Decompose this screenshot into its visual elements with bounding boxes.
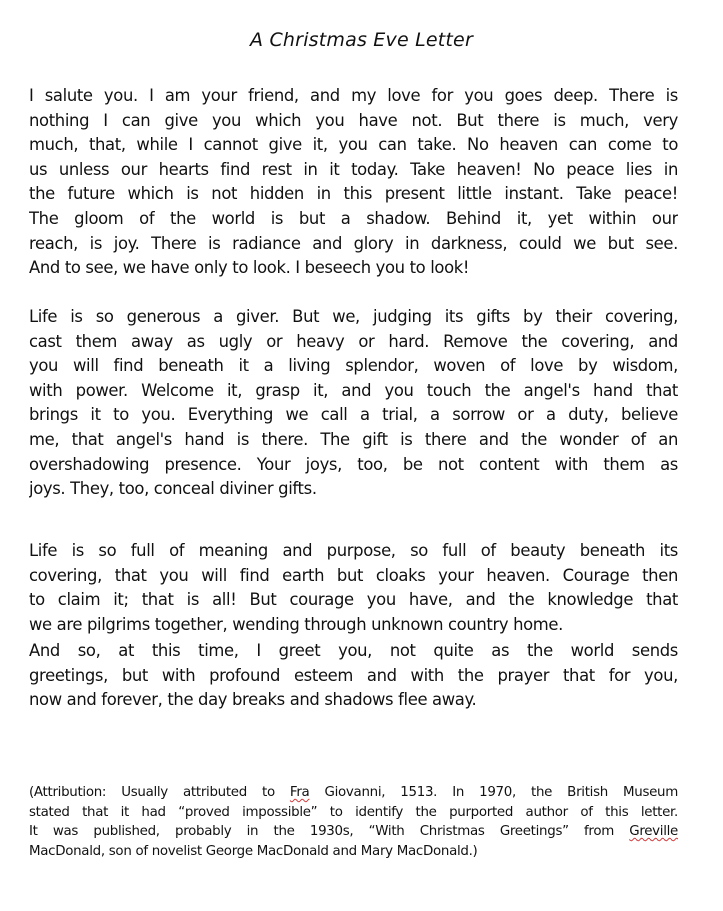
text-line: now and forever, the day breaks and shadows flee away. — [29, 690, 477, 710]
text-line: to claim it; that is all! But courage you have, and the knowledge that — [29, 590, 678, 610]
text-line: And so, at this time, I greet you, not quite as the world sends — [29, 641, 678, 660]
attribution-text: Giovanni, 1513. In 1970, the British Museum — [309, 785, 678, 800]
attribution-line: stated that it had “proved impossible” to identify the purported author of this letter. — [29, 804, 678, 820]
text-line: we are pilgrims together, wending through unknown country home. — [29, 614, 563, 634]
text-line: Life is so full of meaning and purpose, so full of beauty beneath its — [29, 541, 678, 560]
paragraph-1 — [29, 84, 678, 281]
document-title: A Christmas Eve Letter — [250, 29, 473, 51]
text-line: greetings, but with profound esteem and with the prayer that for you, — [29, 665, 678, 685]
text-line: And to see, we have only to look. I beseech you to look! — [29, 258, 470, 278]
text-line: the future which is not hidden in this present little instant. Take peace! — [29, 184, 678, 204]
paragraph-2 — [29, 305, 678, 502]
attribution-line: MacDonald, son of novelist George MacDonald and Mary MacDonald.) — [29, 843, 478, 859]
spellcheck-flagged-word[interactable]: Fra — [289, 785, 310, 800]
paragraph-4 — [29, 639, 678, 713]
text-line: you will find beneath it a living splendor, woven of love by wisdom, — [29, 356, 678, 376]
text-line: Life is so generous a giver. But we, judging its gifts by their covering, — [29, 307, 678, 326]
text-line: us unless our hearts find rest in it today. Take heaven! No peace lies in — [29, 159, 678, 179]
text-line: much, that, while I cannot give it, you can take. No heaven can come to — [29, 135, 678, 155]
text-line: me, that angel's hand is there. The gift is there and the wonder of an — [29, 429, 678, 449]
text-line: with power. Welcome it, grasp it, and you touch the angel's hand that — [29, 380, 678, 400]
text-line: overshadowing presence. Your joys, too, be not content with them as — [29, 454, 678, 474]
attribution-note — [29, 783, 678, 861]
spellcheck-flagged-word[interactable]: Greville — [629, 824, 678, 840]
text-line: joys. They, too, conceal diviner gifts. — [29, 479, 317, 499]
text-line: nothing I can give you which you have not. But there is much, very — [29, 110, 678, 130]
text-line: I salute you. I am your friend, and my love for you goes deep. There is — [29, 86, 678, 105]
attribution-line — [29, 822, 678, 842]
text-line: covering, that you will find earth but cloaks your heaven. Courage then — [29, 565, 678, 585]
text-line: cast them away as ugly or heavy or hard. Remove the covering, and — [29, 331, 678, 351]
attribution-text: (Attribution: Usually attributed to — [29, 785, 290, 800]
text-line: reach, is joy. There is radiance and glory in darkness, could we but see. — [29, 233, 678, 253]
paragraph-3 — [29, 539, 678, 637]
attribution-text: It was published, probably in the 1930s, “With Christmas Greetings” from — [29, 824, 630, 840]
text-line: brings it to you. Everything we call a trial, a sorrow or a duty, believe — [29, 405, 678, 425]
text-line: The gloom of the world is but a shadow. Behind it, yet within our — [29, 208, 678, 228]
attribution-line — [29, 783, 678, 803]
